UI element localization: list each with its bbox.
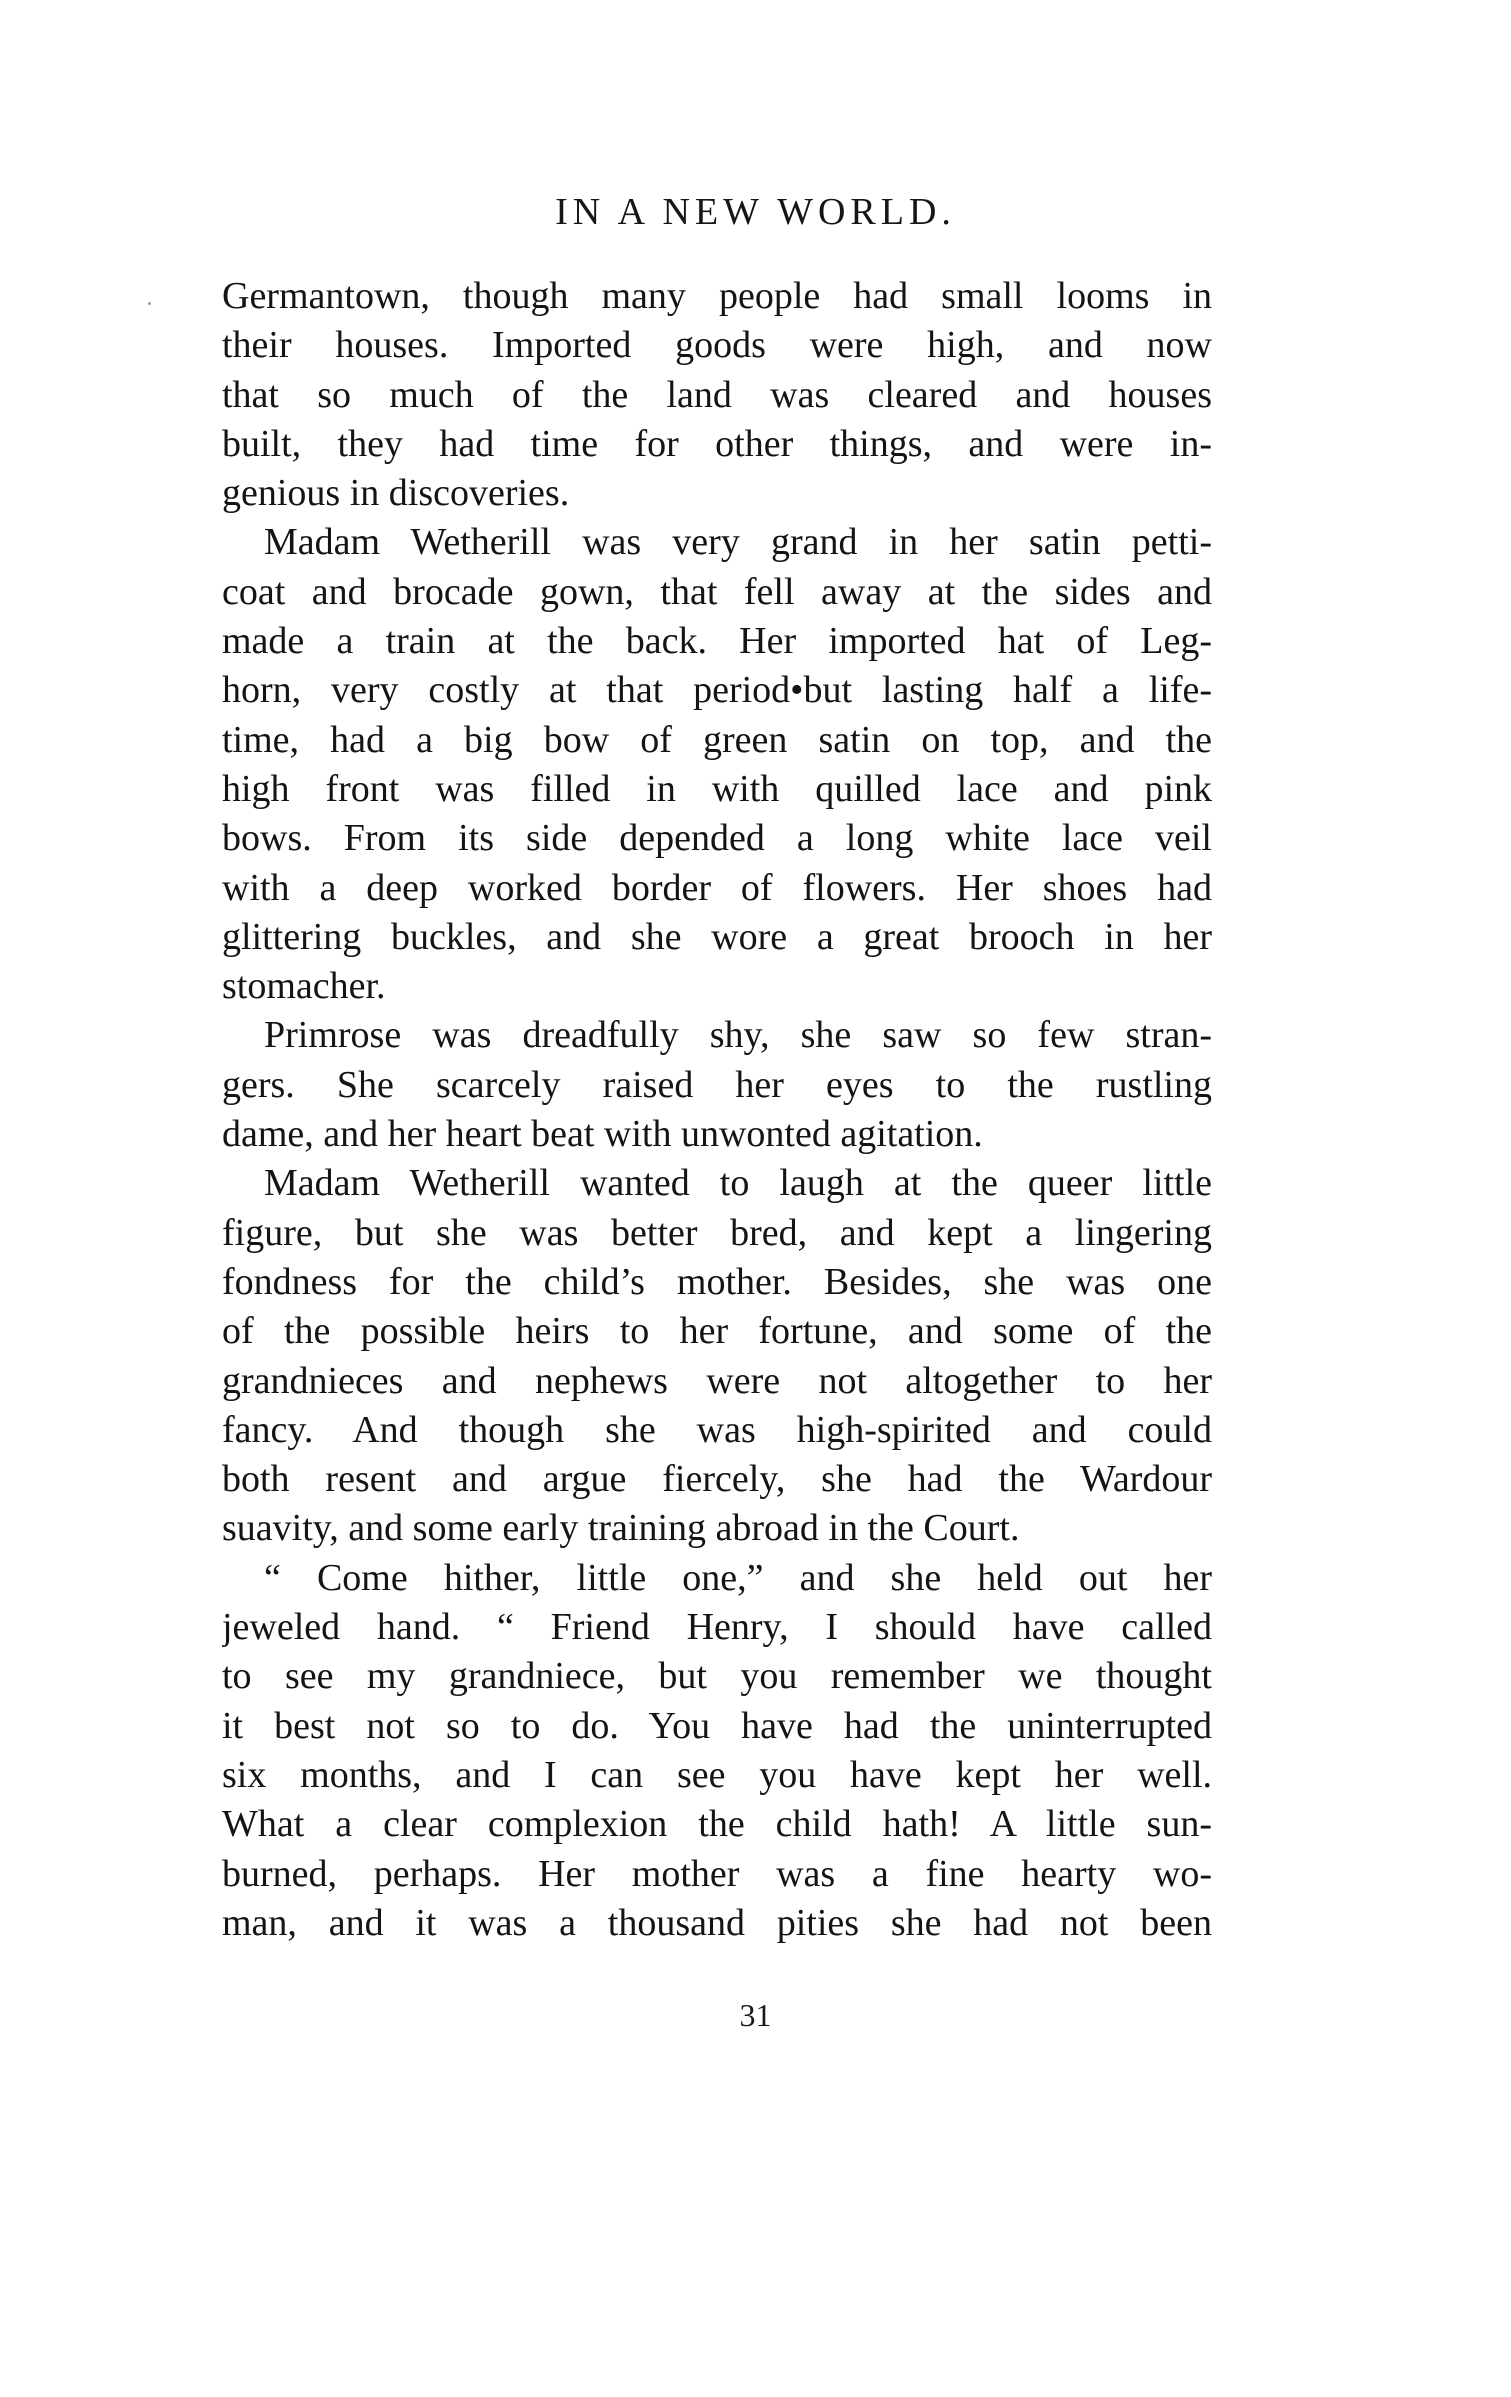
text-line: Primrose was dreadfully shy, she saw so few stran- <box>264 1014 1212 1057</box>
text-line: Germantown, though many people had small looms in <box>222 275 1212 317</box>
text-line: jeweled hand. “ Friend Henry, I should have called <box>222 1606 1212 1649</box>
text-line: Madam Wetherill was very grand in her satin petti- <box>264 521 1212 564</box>
page-speck <box>148 302 151 305</box>
body-text <box>222 272 1212 1948</box>
text-line: gers. She scarcely raised her eyes to the rustling <box>222 1063 1212 1106</box>
text-line: it best not so to do. You have had the uninterrupted <box>222 1704 1212 1747</box>
text-line: made a train at the back. Her imported hat of Leg- <box>222 620 1212 663</box>
text-line: burned, perhaps. Her mother was a fine hearty wo- <box>222 1852 1212 1895</box>
text-line: six months, and I can see you have kept her well. <box>222 1753 1212 1796</box>
text-line: grandnieces and nephews were not altogether to her <box>222 1359 1212 1402</box>
text-line: to see my grandniece, but you remember we thought <box>222 1655 1212 1698</box>
text-line: man, and it was a thousand pities she had not been <box>222 1901 1212 1944</box>
text-line: Madam Wetherill wanted to laugh at the queer little <box>264 1162 1212 1205</box>
text-line: “ Come hither, little one,” and she held out her <box>264 1556 1212 1599</box>
text-line: genious in discoveries. <box>222 472 570 515</box>
page-number: 31 <box>739 1997 772 2033</box>
text-line: built, they had time for other things, and were in- <box>222 422 1212 465</box>
text-line: stomacher. <box>222 965 386 1008</box>
text-line: bows. From its side depended a long white lace veil <box>222 817 1212 860</box>
text-line: fancy. And though she was high-spirited and could <box>222 1408 1212 1451</box>
text-line: suavity, and some early training abroad in the Court. <box>222 1507 1020 1550</box>
text-line: time, had a big bow of green satin on top, and the <box>222 718 1212 761</box>
text-line: glittering buckles, and she wore a great brooch in her <box>222 915 1212 958</box>
text-line: their houses. Imported goods were high, and now <box>222 324 1212 367</box>
text-line: What a clear complexion the child hath! A little sun- <box>222 1803 1212 1846</box>
text-line: coat and brocade gown, that fell away at the sides and <box>222 570 1212 613</box>
text-line: fondness for the child’s mother. Besides, she was one <box>222 1260 1212 1303</box>
text-line: figure, but she was better bred, and kept a lingering <box>222 1211 1212 1254</box>
text-line: horn, very costly at that period•but lasting half a life- <box>222 669 1212 712</box>
text-line: that so much of the land was cleared and houses <box>222 373 1212 416</box>
text-line: with a deep worked border of flowers. Her shoes had <box>222 866 1212 909</box>
text-line: high front was filled in with quilled lace and pink <box>222 767 1212 810</box>
text-line: of the possible heirs to her fortune, and some of the <box>222 1310 1212 1353</box>
running-head: IN A NEW WORLD. <box>555 191 956 233</box>
text-line: both resent and argue fiercely, she had the Wardour <box>222 1458 1212 1501</box>
text-line: dame, and her heart beat with unwonted agitation. <box>222 1113 983 1156</box>
